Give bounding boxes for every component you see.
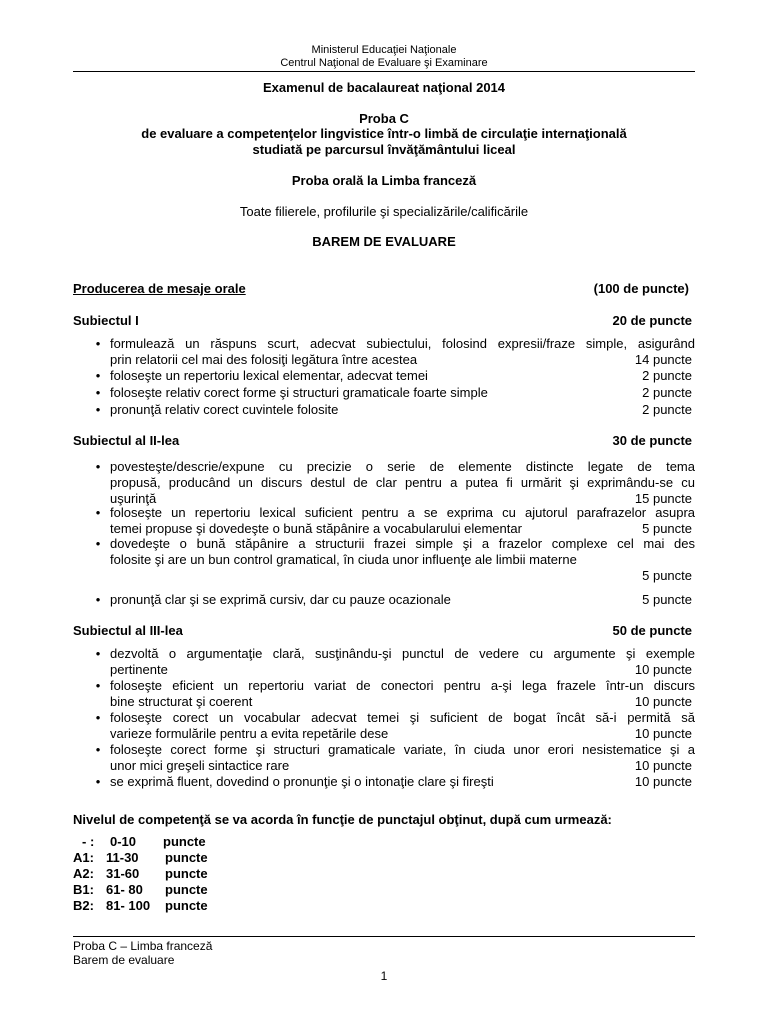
document-page: Ministerul Educaţiei Naţionale Centrul Naţional de Evaluare şi Examinare Examenul de bacalaureat naţional 2014 Proba C de evaluare a competenţelor lingvistice într-o limbă de circulaţie internaţională studiată pe parcursul învăţământului liceal Proba orală la Limba franceză Toate filierele, profilurile şi specializările/calificările BAREM DE EVALUARE Producerea de mesaje orale (100 de puncte) Subiectul I 20 de puncte • formulează un răspuns scurt, adecvat subiectului, folosind expresii/fraze simple, asigurând prin relatorii cel mai des folosiţi legătura între acestea 14 puncte • foloseşte un repertoriu lexical elementar, adecvat temei 2 puncte • foloseşte relativ corect forme şi structuri gramaticale foarte simple 2 puncte • pronunţă relativ corect cuvintele folosite 2 puncte Subiectul al II-lea 30 de puncte • povesteşte/descrie/expune cu precizie o serie de elemente distincte legate de tema propusă, producând un discurs destul de clar pentru a putea fi urmărit şi exprimându-se cu uşurinţă 15 puncte • foloseşte un repertoriu lexical suficient pentru a se exprima cu ajutorul parafrazelor asupra temei propuse şi dovedeşte o bună stăpânire a vocabularului elementar 5 puncte • dovedeşte o bună stăpânire a structurii frazei simple şi a frazelor complexe cel mai des folosite şi are un bun control gramatical, în ciuda unor influenţe ale limbii materne 5 puncte • pronunţă clar şi se exprimă cursiv, dar cu pauze ocazionale 5 puncte Subiectul al III-lea 50 de puncte • dezvoltă o argumentaţie clară, susţinându-şi punctul de vedere cu argumente şi exemple pertinente 10 puncte • foloseşte eficient un repertoriu variat de conectori pentru a-şi lega frazele într-un discurs bine structurat şi coerent 10 puncte • foloseşte corect un vocabular adecvat temei şi suficient de bogat încât să-i permită să varieze formulările pentru a evita repetările dese 10 puncte • foloseşte corect forme şi structuri gramaticale variate, în ciuda unor erori nesistematice şi a unor mici greşeli sintactice rare 10 puncte • se exprimă fluent, dovedind o pronunţie şi o intonaţie clare şi fireşti 10 puncte Nivelul de competenţă se va acorda în funcţie de punctajul obţinut, după cum urmează: - : 0-10 puncte A1: 11-30 puncte A2: 31-60 puncte B1: 61- 80 puncte B2: 81- 100 puncte Proba C – Limba franceză Barem de evaluare 1: [0, 0, 768, 1024]
subject-2-heading: [73, 433, 695, 449]
bullet-icon: •: [95, 592, 101, 607]
list-item: • pronunţă relativ corect cuvintele folosite 2 puncte: [92, 402, 695, 418]
oral-title: Proba orală la Limba franceză: [291, 173, 477, 188]
list-item: • foloseşte un repertoriu lexical suficient pentru a se exprima cu ajutorul parafrazelor asupra temei propuse şi dovedeşte o bună stăpânire a vocabularului elementar 5 puncte: [92, 505, 695, 537]
bullet-icon: •: [95, 336, 101, 351]
list-item: • formulează un răspuns scurt, adecvat subiectului, folosind expresii/fraze simple, asigurând prin relatorii cel mai des folosiţi legătura între acestea 14 puncte: [92, 336, 695, 368]
header-rule: [73, 71, 695, 72]
subject-1-points: 20 de puncte: [612, 313, 692, 328]
bullet-icon: •: [95, 505, 101, 520]
subject-2-title: Subiectul al II-lea: [73, 433, 180, 448]
subject-2-points: 30 de puncte: [612, 433, 692, 448]
proba-subtitle-line1: de evaluare a competenţelor lingvistice într-o limbă de circulaţie internaţională: [141, 126, 627, 141]
subject-3-title: Subiectul al III-lea: [73, 623, 183, 638]
footer-rule: [73, 936, 695, 937]
list-item: • pronunţă clar şi se exprimă cursiv, dar cu pauze ocazionale 5 puncte: [92, 592, 695, 608]
bullet-icon: •: [95, 402, 101, 417]
list-item: • dezvoltă o argumentaţie clară, susţinându-şi punctul de vedere cu argumente şi exemple pertinente 10 puncte: [92, 646, 695, 678]
production-points: (100 de puncte): [593, 281, 689, 296]
header-ministry: Ministerul Educaţiei Naţionale: [311, 44, 457, 56]
bullet-icon: •: [95, 774, 101, 789]
proba-title: Proba C: [359, 111, 409, 126]
subject-1-title: Subiectul I: [73, 313, 139, 328]
bullet-icon: •: [95, 710, 101, 725]
subject-3-heading: [73, 623, 695, 639]
bullet-icon: •: [95, 368, 101, 383]
production-heading: [73, 281, 695, 297]
list-item: • povesteşte/descrie/expune cu precizie o serie de elemente distincte legate de tema propusă, producând un discurs destul de clar pentru a putea fi urmărit şi exprimându-se cu uşurinţă 15 puncte: [92, 459, 695, 507]
list-item: • foloseşte corect forme şi structuri gramaticale variate, în ciuda unor erori nesistematice şi a unor mici greşeli sintactice rare 10 puncte: [92, 742, 695, 774]
list-item: • foloseşte corect un vocabular adecvat temei şi suficient de bogat încât să-i permită să varieze formulările pentru a evita repetările dese 10 puncte: [92, 710, 695, 742]
bullet-icon: •: [95, 678, 101, 693]
footer-subtitle: Barem de evaluare: [73, 953, 175, 967]
header-center: Centrul Naţional de Evaluare şi Examinare: [280, 57, 488, 69]
bullet-icon: •: [95, 385, 101, 400]
bullet-icon: •: [95, 459, 101, 474]
proba-subtitle-line2: studiată pe parcursul învăţământului liceal: [252, 142, 516, 157]
page-number: 1: [380, 969, 388, 983]
exam-title: Examenul de bacalaureat naţional 2014: [262, 80, 506, 95]
footer-title: Proba C – Limba franceză: [73, 939, 213, 953]
bullet-icon: •: [95, 742, 101, 757]
levels-heading: Nivelul de competenţă se va acorda în funcţie de punctajul obţinut, după cum urmează:: [73, 812, 612, 827]
bullet-icon: •: [95, 646, 101, 661]
subject-3-points: 50 de puncte: [612, 623, 692, 638]
list-item: • foloseşte relativ corect forme şi structuri gramaticale foarte simple 2 puncte: [92, 385, 695, 401]
barem-title: BAREM DE EVALUARE: [312, 234, 456, 249]
filiere-text: Toate filierele, profilurile şi specializările/calificările: [239, 204, 529, 219]
production-label: Producerea de mesaje orale: [73, 281, 246, 296]
bullet-icon: •: [95, 536, 101, 551]
list-item: • dovedeşte o bună stăpânire a structurii frazei simple şi a frazelor complexe cel mai des folosite şi are un bun control gramatical, în ciuda unor influenţe ale limbii materne 5 puncte: [92, 536, 695, 584]
subject-1-heading: [73, 313, 695, 329]
list-item: • foloseşte eficient un repertoriu variat de conectori pentru a-şi lega frazele într-un discurs bine structurat şi coerent 10 puncte: [92, 678, 695, 710]
list-item: • foloseşte un repertoriu lexical elementar, adecvat temei 2 puncte: [92, 368, 695, 384]
list-item: • se exprimă fluent, dovedind o pronunţie şi o intonaţie clare şi fireşti 10 puncte: [92, 774, 695, 790]
